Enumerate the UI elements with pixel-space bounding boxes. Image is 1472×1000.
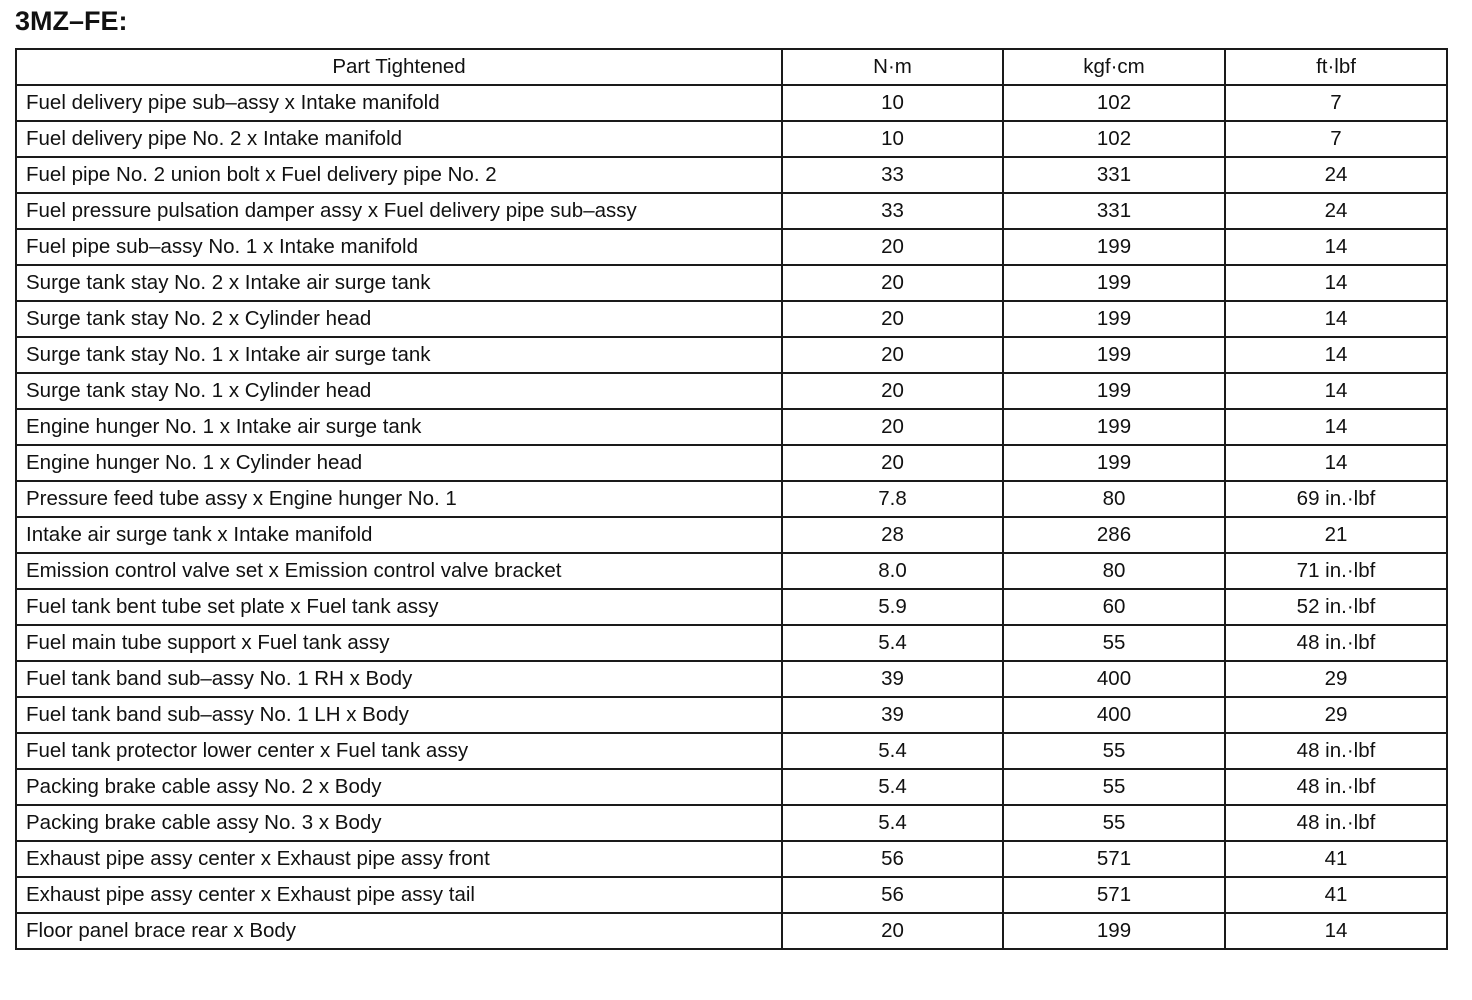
table-row xyxy=(16,445,1447,481)
ft-lbf-cell: 14 xyxy=(1225,913,1447,949)
kgf-cm-cell: 199 xyxy=(1003,409,1225,445)
kgf-cm-cell: 286 xyxy=(1003,517,1225,553)
ft-lbf-cell: 52 in.·lbf xyxy=(1225,589,1447,625)
ft-lbf-cell: 71 in.·lbf xyxy=(1225,553,1447,589)
table-row xyxy=(16,229,1447,265)
table-header-row xyxy=(16,49,1447,85)
nm-cell: 33 xyxy=(782,157,1003,193)
nm-cell: 33 xyxy=(782,193,1003,229)
header-ft-lbf: ft·lbf xyxy=(1225,49,1447,85)
nm-cell: 39 xyxy=(782,661,1003,697)
ft-lbf-cell: 14 xyxy=(1225,265,1447,301)
ft-lbf-cell: 29 xyxy=(1225,697,1447,733)
part-cell: Engine hunger No. 1 x Intake air surge tank xyxy=(16,409,782,445)
part-cell: Packing brake cable assy No. 2 x Body xyxy=(16,769,782,805)
torque-spec-table xyxy=(15,48,1448,950)
kgf-cm-cell: 60 xyxy=(1003,589,1225,625)
nm-cell: 5.4 xyxy=(782,769,1003,805)
part-cell: Fuel pipe No. 2 union bolt x Fuel delivery pipe No. 2 xyxy=(16,157,782,193)
ft-lbf-cell: 48 in.·lbf xyxy=(1225,625,1447,661)
kgf-cm-cell: 199 xyxy=(1003,445,1225,481)
ft-lbf-cell: 48 in.·lbf xyxy=(1225,733,1447,769)
nm-cell: 56 xyxy=(782,877,1003,913)
ft-lbf-cell: 7 xyxy=(1225,121,1447,157)
nm-cell: 28 xyxy=(782,517,1003,553)
page-title: 3MZ–FE: xyxy=(15,6,128,36)
part-cell: Fuel tank band sub–assy No. 1 RH x Body xyxy=(16,661,782,697)
ft-lbf-cell: 41 xyxy=(1225,877,1447,913)
nm-cell: 5.4 xyxy=(782,805,1003,841)
nm-cell: 10 xyxy=(782,121,1003,157)
kgf-cm-cell: 80 xyxy=(1003,481,1225,517)
nm-cell: 5.4 xyxy=(782,733,1003,769)
nm-cell: 8.0 xyxy=(782,553,1003,589)
table-row xyxy=(16,769,1447,805)
kgf-cm-cell: 199 xyxy=(1003,337,1225,373)
kgf-cm-cell: 400 xyxy=(1003,697,1225,733)
ft-lbf-cell: 24 xyxy=(1225,193,1447,229)
kgf-cm-cell: 199 xyxy=(1003,229,1225,265)
kgf-cm-cell: 102 xyxy=(1003,85,1225,121)
kgf-cm-cell: 199 xyxy=(1003,373,1225,409)
ft-lbf-cell: 14 xyxy=(1225,301,1447,337)
table-row xyxy=(16,697,1447,733)
part-cell: Fuel tank band sub–assy No. 1 LH x Body xyxy=(16,697,782,733)
table-row xyxy=(16,409,1447,445)
nm-cell: 20 xyxy=(782,409,1003,445)
table-row xyxy=(16,85,1447,121)
table-row xyxy=(16,301,1447,337)
nm-cell: 20 xyxy=(782,301,1003,337)
nm-cell: 56 xyxy=(782,841,1003,877)
part-cell: Fuel pressure pulsation damper assy x Fuel delivery pipe sub–assy xyxy=(16,193,782,229)
nm-cell: 20 xyxy=(782,265,1003,301)
part-cell: Packing brake cable assy No. 3 x Body xyxy=(16,805,782,841)
part-cell: Exhaust pipe assy center x Exhaust pipe assy front xyxy=(16,841,782,877)
nm-cell: 7.8 xyxy=(782,481,1003,517)
header-kgf-cm: kgf·cm xyxy=(1003,49,1225,85)
part-cell: Fuel tank protector lower center x Fuel tank assy xyxy=(16,733,782,769)
kgf-cm-cell: 331 xyxy=(1003,193,1225,229)
part-cell: Pressure feed tube assy x Engine hunger No. 1 xyxy=(16,481,782,517)
part-cell: Surge tank stay No. 1 x Intake air surge tank xyxy=(16,337,782,373)
part-cell: Intake air surge tank x Intake manifold xyxy=(16,517,782,553)
ft-lbf-cell: 14 xyxy=(1225,373,1447,409)
kgf-cm-cell: 55 xyxy=(1003,625,1225,661)
part-cell: Fuel main tube support x Fuel tank assy xyxy=(16,625,782,661)
kgf-cm-cell: 199 xyxy=(1003,913,1225,949)
kgf-cm-cell: 571 xyxy=(1003,877,1225,913)
ft-lbf-cell: 14 xyxy=(1225,229,1447,265)
ft-lbf-cell: 48 in.·lbf xyxy=(1225,769,1447,805)
table-body xyxy=(16,85,1447,949)
kgf-cm-cell: 55 xyxy=(1003,769,1225,805)
kgf-cm-cell: 571 xyxy=(1003,841,1225,877)
table-row xyxy=(16,121,1447,157)
table-row xyxy=(16,877,1447,913)
ft-lbf-cell: 14 xyxy=(1225,337,1447,373)
part-cell: Fuel delivery pipe sub–assy x Intake manifold xyxy=(16,85,782,121)
nm-cell: 10 xyxy=(782,85,1003,121)
kgf-cm-cell: 400 xyxy=(1003,661,1225,697)
table-row xyxy=(16,661,1447,697)
ft-lbf-cell: 24 xyxy=(1225,157,1447,193)
ft-lbf-cell: 29 xyxy=(1225,661,1447,697)
nm-cell: 20 xyxy=(782,373,1003,409)
table-row xyxy=(16,373,1447,409)
part-cell: Engine hunger No. 1 x Cylinder head xyxy=(16,445,782,481)
table-row xyxy=(16,553,1447,589)
ft-lbf-cell: 7 xyxy=(1225,85,1447,121)
nm-cell: 39 xyxy=(782,697,1003,733)
part-cell: Floor panel brace rear x Body xyxy=(16,913,782,949)
part-cell: Exhaust pipe assy center x Exhaust pipe assy tail xyxy=(16,877,782,913)
nm-cell: 5.4 xyxy=(782,625,1003,661)
ft-lbf-cell: 21 xyxy=(1225,517,1447,553)
nm-cell: 20 xyxy=(782,913,1003,949)
table-row xyxy=(16,841,1447,877)
table-row xyxy=(16,589,1447,625)
table-row xyxy=(16,481,1447,517)
kgf-cm-cell: 331 xyxy=(1003,157,1225,193)
ft-lbf-cell: 14 xyxy=(1225,445,1447,481)
kgf-cm-cell: 102 xyxy=(1003,121,1225,157)
ft-lbf-cell: 14 xyxy=(1225,409,1447,445)
part-cell: Fuel pipe sub–assy No. 1 x Intake manifold xyxy=(16,229,782,265)
ft-lbf-cell: 69 in.·lbf xyxy=(1225,481,1447,517)
table-row xyxy=(16,625,1447,661)
nm-cell: 20 xyxy=(782,337,1003,373)
kgf-cm-cell: 55 xyxy=(1003,805,1225,841)
table-row xyxy=(16,337,1447,373)
header-part-tightened: Part Tightened xyxy=(16,49,782,85)
part-cell: Surge tank stay No. 2 x Cylinder head xyxy=(16,301,782,337)
kgf-cm-cell: 55 xyxy=(1003,733,1225,769)
part-cell: Surge tank stay No. 2 x Intake air surge tank xyxy=(16,265,782,301)
kgf-cm-cell: 199 xyxy=(1003,265,1225,301)
part-cell: Emission control valve set x Emission control valve bracket xyxy=(16,553,782,589)
ft-lbf-cell: 41 xyxy=(1225,841,1447,877)
part-cell: Surge tank stay No. 1 x Cylinder head xyxy=(16,373,782,409)
table-row xyxy=(16,157,1447,193)
table-row xyxy=(16,517,1447,553)
table-row xyxy=(16,913,1447,949)
part-cell: Fuel delivery pipe No. 2 x Intake manifold xyxy=(16,121,782,157)
table-row xyxy=(16,265,1447,301)
nm-cell: 5.9 xyxy=(782,589,1003,625)
kgf-cm-cell: 80 xyxy=(1003,553,1225,589)
part-cell: Fuel tank bent tube set plate x Fuel tank assy xyxy=(16,589,782,625)
table-row xyxy=(16,733,1447,769)
nm-cell: 20 xyxy=(782,445,1003,481)
nm-cell: 20 xyxy=(782,229,1003,265)
ft-lbf-cell: 48 in.·lbf xyxy=(1225,805,1447,841)
header-nm: N·m xyxy=(782,49,1003,85)
table-row xyxy=(16,193,1447,229)
kgf-cm-cell: 199 xyxy=(1003,301,1225,337)
table-row xyxy=(16,805,1447,841)
